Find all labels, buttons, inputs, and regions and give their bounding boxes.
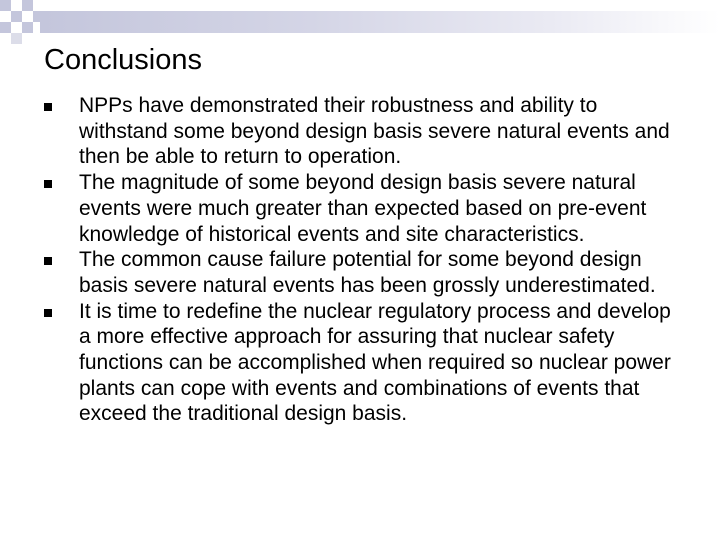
square-bullet-icon [44, 309, 52, 317]
bullet-item [0, 247, 679, 298]
square-bullet-icon [44, 257, 52, 265]
bullet-item [0, 299, 679, 428]
bullet-text: The magnitude of some beyond design basis severe natural events were much greater than expected based on pre-event knowledge of historical events and site characteristics. [79, 171, 647, 246]
slide-title: Conclusions [44, 44, 202, 76]
bullet-item [0, 93, 679, 170]
bullet-text: NPPs have demonstrated their robustness and ability to withstand some beyond design basis severe natural events and then be able to return to operation. [79, 94, 670, 169]
square-bullet-icon [44, 103, 52, 111]
conclusions-bullet-list [0, 93, 679, 427]
bullet-text: The common cause failure potential for some beyond design basis severe natural events has been grossly underestimated. [79, 248, 656, 297]
bullet-text: It is time to redefine the nuclear regulatory process and develop a more effective approach for assuring that nuclear safety functions can be accomplished when required so nuclear power plants can cope with events and combinations of events that exceed the traditional design basis. [79, 299, 671, 426]
title-header-band [40, 11, 720, 33]
square-bullet-icon [44, 180, 52, 188]
bullet-item [0, 170, 679, 247]
